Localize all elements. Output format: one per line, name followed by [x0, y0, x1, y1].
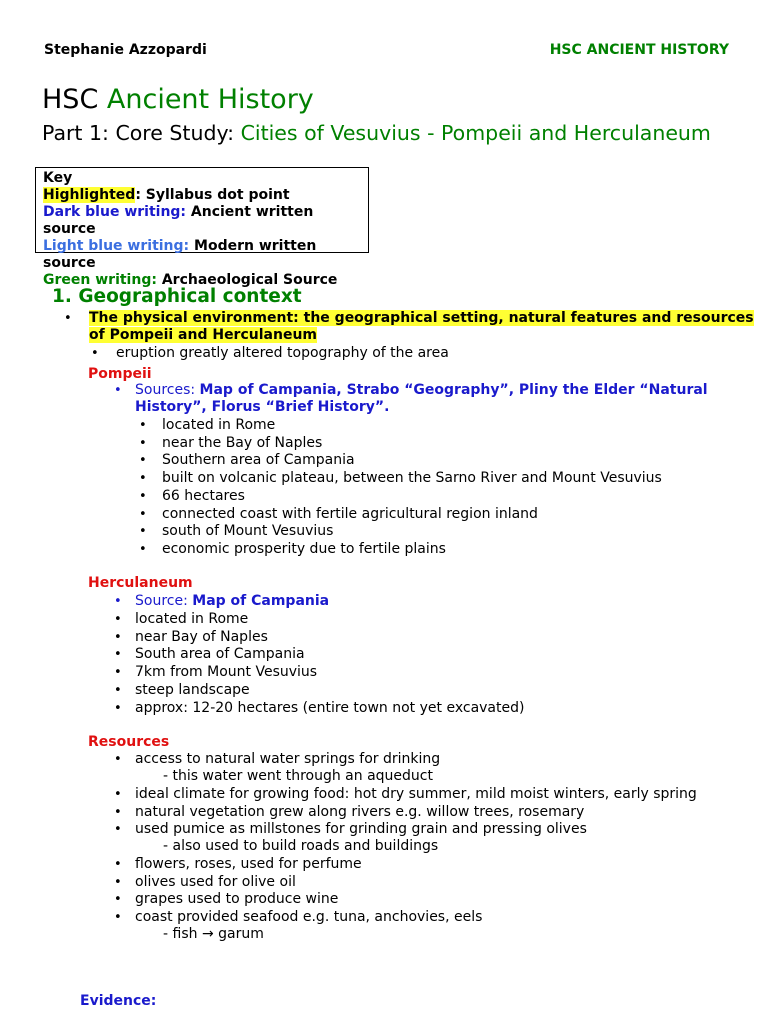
bullet: • [139, 524, 147, 540]
resource-item: access to natural water springs for drinking [135, 751, 441, 767]
bullet: • [139, 471, 147, 487]
bullet: • [114, 629, 122, 645]
pompeii-sources-line-1: Sources: Map of Campania, Strabo “Geography”, Pliny the Elder “Natural [135, 382, 708, 398]
intro-point: eruption greatly altered topography of the area [116, 345, 449, 361]
list-item: connected coast with fertile agricultural region inland [162, 505, 538, 522]
bullet: • [139, 418, 147, 433]
list-item: South area of Campania [135, 646, 305, 663]
key-dark-blue [43, 204, 368, 238]
list-item: 7km from Mount Vesuvius [135, 664, 318, 681]
author-name: Stephanie Azzopardi [44, 42, 207, 58]
bullet: • [114, 682, 122, 698]
dot-point-line-2: of Pompeii and Herculaneum [89, 327, 317, 343]
key-highlighted-label: Highlighted [43, 187, 136, 203]
resource-item: ideal climate for growing food: hot dry summer, mild moist winters, early spring [135, 786, 697, 802]
list-item: 66 hectares [162, 487, 245, 504]
resources-heading: Resources [88, 734, 170, 750]
resource-subitem: - also used to build roads and buildings [163, 838, 439, 854]
bullet: • [114, 752, 122, 767]
bullet: • [139, 506, 147, 522]
key-dark-blue-label: Dark blue writing: [43, 204, 187, 220]
bullet: • [114, 647, 122, 663]
subtitle-main: Cities of Vesuvius - Pompeii and Herculaneum [240, 121, 711, 145]
key-dark-blue-text: Ancient written source [43, 204, 314, 237]
bullet: • [139, 488, 147, 504]
resource-item: grapes used to produce wine [135, 891, 339, 907]
list-item: near Bay of Naples [135, 628, 268, 645]
bullet: • [139, 453, 147, 469]
title-main: Ancient History [106, 84, 314, 115]
resource-item: used pumice as millstones for grinding grain and pressing olives [135, 821, 587, 837]
resource-item: coast provided seafood e.g. tuna, anchovies, eels [135, 909, 483, 925]
resource-subitem: - fish → garum [163, 926, 264, 942]
key-green-text: Archaeological Source [156, 272, 338, 288]
key-light-blue [43, 238, 368, 272]
bullet: • [114, 892, 122, 907]
key-heading: Key [43, 170, 73, 186]
list-item: located in Rome [135, 611, 249, 627]
key-light-blue-text: Modern written source [43, 238, 317, 271]
list-item: approx: 12-20 hectares (entire town not yet excavated) [135, 699, 525, 716]
resource-item: natural vegetation grew along rivers e.g. willow trees, rosemary [135, 804, 585, 820]
bullet: • [114, 700, 122, 716]
title-prefix: HSC [42, 84, 99, 115]
bullet: • [64, 311, 72, 326]
key-green-label: Green writing: [43, 272, 157, 288]
subtitle-prefix: Part 1: Core Study: [42, 121, 235, 145]
bullet: • [114, 594, 122, 609]
bullet: • [91, 346, 99, 361]
bullet: • [114, 612, 122, 627]
bullet: • [139, 435, 147, 451]
herculaneum-heading: Herculaneum [88, 575, 193, 591]
bullet: • [139, 541, 147, 557]
list-item: economic prosperity due to fertile plains [162, 540, 446, 557]
section-heading: 1. Geographical context [52, 286, 302, 307]
bullet: • [114, 822, 122, 837]
list-item: steep landscape [135, 681, 250, 698]
page-title [42, 84, 314, 116]
course-name: HSC ANCIENT HISTORY [549, 42, 729, 58]
bullet: • [114, 910, 122, 925]
resource-item: olives used for olive oil [135, 874, 296, 890]
herculaneum-source: Source: Map of Campania [135, 593, 330, 609]
bullet: • [114, 665, 122, 681]
bullet: • [114, 787, 122, 802]
key-highlighted-text: : Syllabus dot point [135, 187, 290, 203]
list-item: located in Rome [162, 417, 276, 433]
bullet: • [114, 383, 122, 398]
key-box [35, 167, 369, 288]
list-item: south of Mount Vesuvius [162, 523, 334, 540]
resource-item: flowers, roses, used for perfume [135, 856, 362, 872]
list-item: near the Bay of Naples [162, 434, 323, 451]
bullet: • [114, 805, 122, 820]
list-item: built on volcanic plateau, between the Sarno River and Mount Vesuvius [162, 470, 662, 487]
bullet: • [114, 875, 122, 890]
dot-point-line-1: The physical environment: the geographical setting, natural features and resources [89, 310, 754, 326]
bullet: • [114, 857, 122, 872]
evidence-heading: Evidence: [80, 993, 157, 1009]
list-item: Southern area of Campania [162, 452, 355, 469]
key-highlighted [43, 187, 368, 204]
page-subtitle [42, 120, 711, 146]
pompeii-heading: Pompeii [88, 366, 152, 382]
key-light-blue-label: Light blue writing: [43, 238, 190, 254]
resource-subitem: - this water went through an aqueduct [163, 768, 433, 784]
pompeii-sources-line-2: History”, Florus “Brief History”. [135, 399, 390, 415]
